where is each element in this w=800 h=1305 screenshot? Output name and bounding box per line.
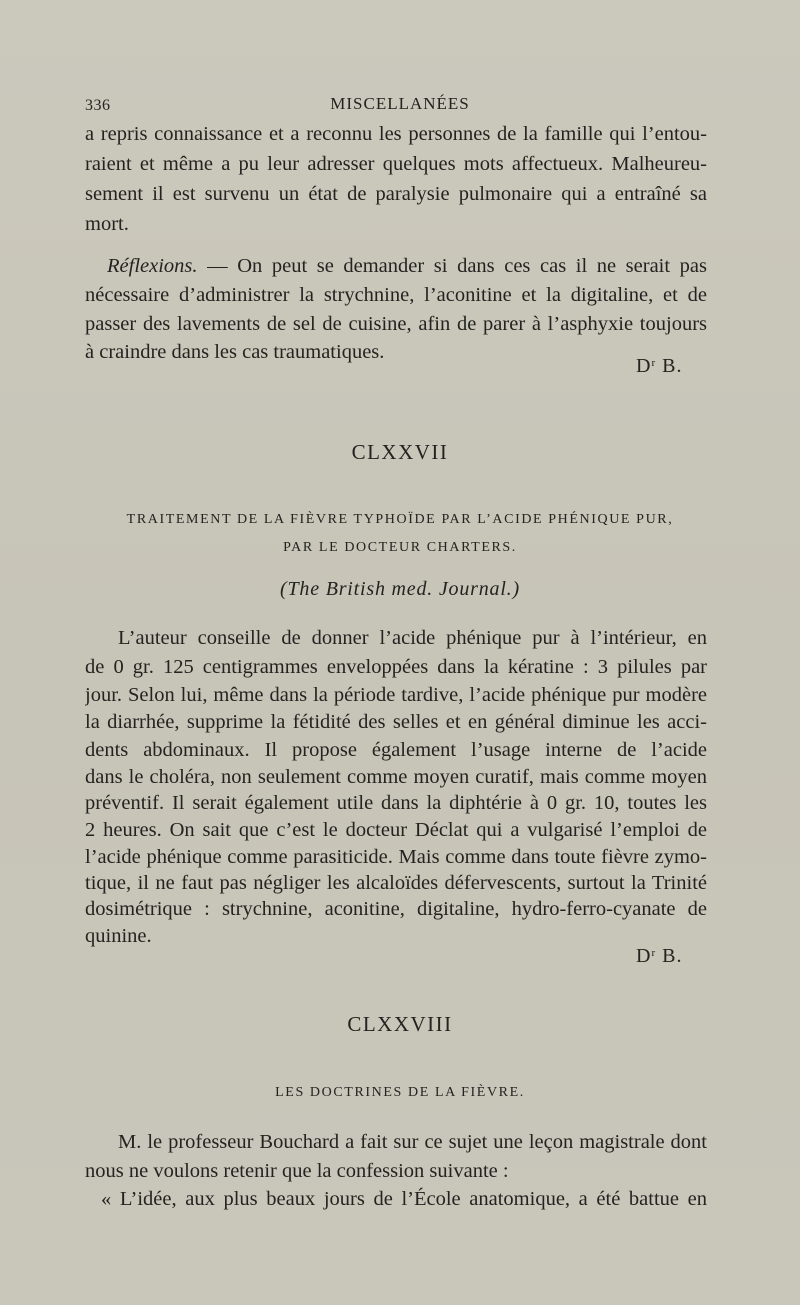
paragraph-line: mort.: [85, 213, 129, 235]
reflexions-text: — On peut se demander si dans ces cas il ne serait pas: [197, 255, 707, 277]
paragraph-line: l’acide phénique comme parasiticide. Mais comme dans toute fièvre zymo-: [85, 846, 707, 868]
paragraph-line: 2 heures. On sait que c’est le docteur Déclat qui a vulgarisé l’emploi de: [85, 819, 707, 841]
paragraph-line: a repris connaissance et a reconnu les personnes de la famille qui l’entou-: [85, 123, 707, 145]
reflexions-label: Réflexions.: [107, 255, 198, 277]
paragraph-line: jour. Selon lui, même dans la période tardive, l’acide phénique pur modère: [85, 684, 707, 706]
paragraph-line: raient et même a pu leur adresser quelques mots affectueux. Malheureu-: [85, 153, 707, 175]
paragraph-line: « L’idée, aux plus beaux jours de l’École anatomique, a été battue en: [101, 1188, 707, 1210]
paragraph-line: sement il est survenu un état de paralysie pulmonaire qui a entraîné sa: [85, 183, 707, 205]
paragraph-line: passer des lavements de sel de cuisine, afin de parer à l’asphyxie toujours: [85, 313, 707, 335]
article-title: TRAITEMENT DE LA FIÈVRE TYPHOÏDE PAR L’ACIDE PHÉNIQUE PUR,: [126, 512, 674, 527]
article-source: (The British med. Journal.): [280, 578, 520, 600]
reflexions-line: [107, 252, 707, 280]
paragraph-line: M. le professeur Bouchard a fait sur ce sujet une leçon magistrale dont: [118, 1131, 707, 1153]
paragraph-line: dosimétrique : strychnine, aconitine, digitaline, hydro-ferro-cyanate de: [85, 898, 707, 920]
paragraph-line: dents abdominaux. Il propose également l’usage interne de l’acide: [85, 739, 707, 761]
paragraph-line: la diarrhée, supprime la fétidité des selles et en général diminue les acci-: [85, 711, 707, 733]
article-number: CLXXVII: [351, 440, 449, 464]
article-number: CLXXVIII: [347, 1012, 453, 1036]
article-author: PAR LE DOCTEUR CHARTERS.: [283, 540, 517, 555]
paragraph-line: à craindre dans les cas traumatiques.: [85, 341, 385, 363]
page-number: 336: [85, 97, 111, 114]
paragraph-line: L’auteur conseille de donner l’acide phénique pur à l’intérieur, en: [118, 627, 707, 649]
running-title: MISCELLANÉES: [330, 94, 470, 113]
paragraph-line: tique, il ne faut pas négliger les alcaloïdes défervescents, surtout la Trinité: [85, 872, 707, 894]
paragraph-line: quinine.: [85, 925, 152, 947]
paragraph-line: nécessaire d’administrer la strychnine, l’aconitine et la digitaline, et de: [85, 284, 707, 306]
paragraph-line: de 0 gr. 125 centigrammes enveloppées dans la kératine : 3 pilules par: [85, 656, 707, 678]
paragraph-line: préventif. Il serait également utile dans la diphtérie à 0 gr. 10, toutes les: [85, 792, 707, 814]
paragraph-line: nous ne voulons retenir que la confession suivante :: [85, 1160, 509, 1182]
signature: $D^r$ B.: [636, 945, 683, 967]
signature: $D^r$ B.: [636, 355, 683, 377]
paragraph-line: dans le choléra, non seulement comme moyen curatif, mais comme moyen: [85, 766, 707, 788]
article-title: LES DOCTRINES DE LA FIÈVRE.: [275, 1085, 525, 1100]
